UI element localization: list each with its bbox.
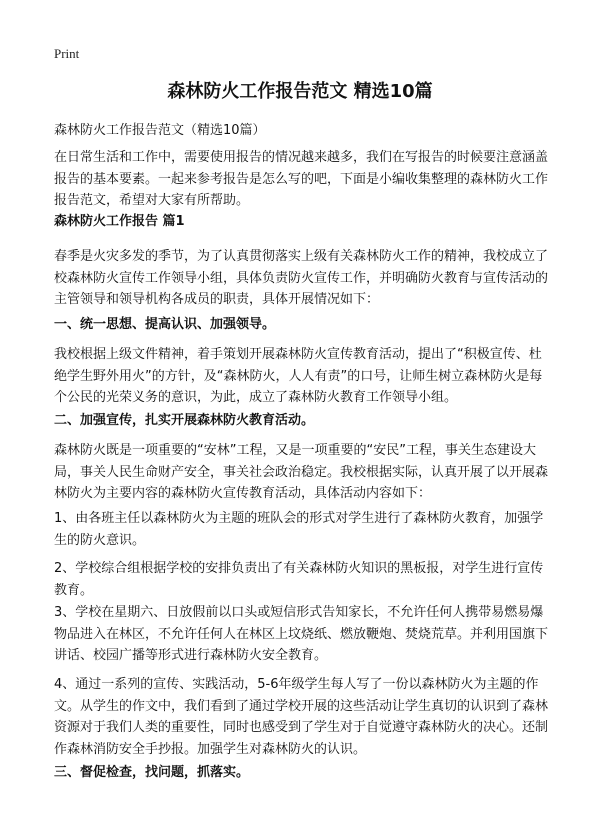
document-subtitle: 森林防火工作报告范文（精选10篇）	[54, 123, 266, 138]
heading-2: 二、加强宣传，扎实开展森林防火教育活动。	[54, 413, 315, 428]
list-item-2: 2、学校综合组根据学校的安排负责出了有关森林防火知识的黑板报，对学生进行宣传教育。	[54, 561, 544, 598]
print-link[interactable]: Print	[54, 46, 80, 61]
list-item-3: 3、学校在星期六、日放假前以口头或短信形式告知家长，不允许任何人携带易燃易爆物品进入在林区，不允许任何人在林区上坟烧纸、燃放鞭炮、焚烧荒草。并利用国旗下讲话、校园广播等形式进行森林防火安全教育。	[54, 605, 549, 663]
heading-3: 三、督促检查，找问题，抓落实。	[54, 765, 250, 780]
paragraph-2: 我校根据上级文件精神，着手策划开展森林防火宣传教育活动，提出了“积极宣传、杜绝学生野外用火”的方针，及“森林防火，人人有责”的口号，让师生树立森林防火是每个公民的光荣义务的意识，为此，成立了森林防火教育工作领导小组。	[54, 347, 543, 405]
heading-1: 一、统一思想、提高认识、加强领导。	[54, 317, 276, 332]
paragraph-3: 森林防火既是一项重要的“安林”工程，又是一项重要的“安民”工程，事关生态建设大局，事关人民生命财产安全，事关社会政治稳定。我校根据实际，认真开展了以开展森林防火为主要内容的森林防火宣传教育活动，具体活动内容如下：	[54, 443, 549, 501]
list-item-1: 1、由各班主任以森林防火为主题的班队会的形式对学生进行了森林防火教育，加强学生的防火意识。	[54, 511, 544, 548]
section-title: 森林防火工作报告 篇1	[54, 214, 185, 229]
list-item-4: 4、通过一系列的宣传、实践活动，5-6年级学生每人写了一份以森林防火为主题的作文。从学生的作文中，我们看到了通过学校开展的这些活动让学生真切的认识到了森林资源对于我们人类的重要性，同时也感受到了学生对于自觉遵守森林防火的决心。还制作森林消防安全手抄报。加强学生对森林防火的认识。	[54, 677, 549, 757]
document-title: 森林防火工作报告范文 精选10篇	[167, 81, 433, 102]
intro-paragraph: 在日常生活和工作中，需要使用报告的情况越来越多，我们在写报告的时候要注意涵盖报告的基本要素。一起来参考报告是怎么写的吧，下面是小编收集整理的森林防火工作报告范文，希望对大家有所帮助。	[54, 150, 549, 208]
paragraph-1: 春季是火灾多发的季节，为了认真贯彻落实上级有关森林防火工作的精神，我校成立了校森林防火宣传工作领导小组，具体负责防火宣传工作，并明确防火教育与宣传活动的主管领导和领导机构各成员的职责，具体开展情况如下：	[54, 249, 549, 307]
